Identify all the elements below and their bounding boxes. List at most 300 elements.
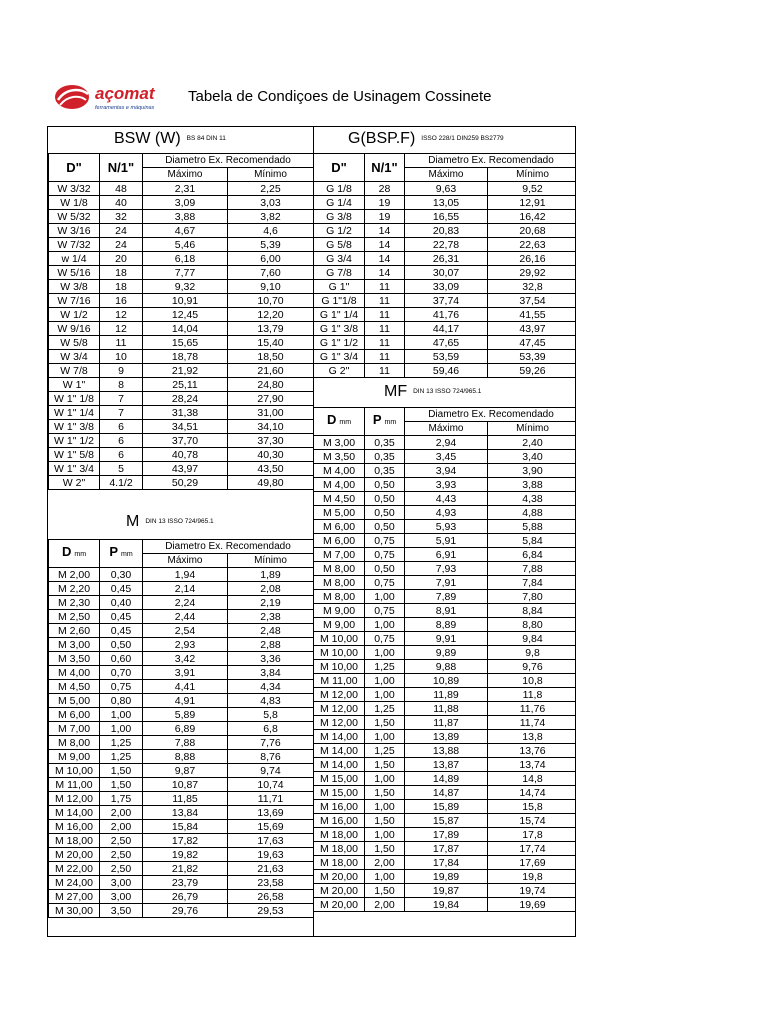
table-row bbox=[49, 890, 314, 904]
col-header-p-mm: P mm bbox=[365, 408, 405, 436]
cell-min: 6,84 bbox=[488, 548, 577, 562]
bsw-rows bbox=[49, 182, 314, 490]
cell-size: M 10,00 bbox=[314, 632, 365, 646]
cell-min: 8,84 bbox=[488, 604, 577, 618]
cell-size: M 15,00 bbox=[314, 786, 365, 800]
table-row bbox=[49, 820, 314, 834]
cell-size: W 7/8 bbox=[49, 364, 100, 378]
cell-max: 20,83 bbox=[405, 224, 488, 238]
cell-pitch: 14 bbox=[365, 266, 405, 280]
cell-size: M 12,00 bbox=[49, 792, 100, 806]
cell-size: M 4,50 bbox=[49, 680, 100, 694]
cell-pitch: 1,50 bbox=[100, 764, 143, 778]
cell-size: M 3,50 bbox=[49, 652, 100, 666]
cell-size: W 5/16 bbox=[49, 266, 100, 280]
cell-min: 17,74 bbox=[488, 842, 577, 856]
cell-pitch: 32 bbox=[100, 210, 143, 224]
table-row bbox=[314, 842, 577, 856]
cell-min: 14,8 bbox=[488, 772, 577, 786]
cell-max: 14,89 bbox=[405, 772, 488, 786]
cell-pitch: 0,30 bbox=[100, 568, 143, 582]
cell-pitch: 14 bbox=[365, 252, 405, 266]
table-row bbox=[314, 464, 577, 478]
cell-max: 3,42 bbox=[143, 652, 228, 666]
cell-max: 31,38 bbox=[143, 406, 228, 420]
cell-size: G 1" 3/4 bbox=[314, 350, 365, 364]
cell-pitch: 0,80 bbox=[100, 694, 143, 708]
cell-pitch: 0,75 bbox=[365, 576, 405, 590]
table-row bbox=[49, 722, 314, 736]
table-row bbox=[49, 624, 314, 638]
cell-min: 3,90 bbox=[488, 464, 577, 478]
cell-max: 44,17 bbox=[405, 322, 488, 336]
cell-pitch: 16 bbox=[100, 294, 143, 308]
cell-max: 11,88 bbox=[405, 702, 488, 716]
cell-pitch: 9 bbox=[100, 364, 143, 378]
col-header-n: N/1" bbox=[365, 154, 405, 182]
cell-pitch: 0,50 bbox=[365, 478, 405, 492]
col-header-maximo: Máximo bbox=[405, 422, 488, 436]
table-row bbox=[314, 224, 577, 238]
table-row bbox=[49, 392, 314, 406]
cell-size: W 1" 1/4 bbox=[49, 406, 100, 420]
cell-max: 1,94 bbox=[143, 568, 228, 582]
cell-size: W 5/32 bbox=[49, 210, 100, 224]
m-table bbox=[48, 539, 314, 918]
cell-pitch: 1,50 bbox=[365, 786, 405, 800]
cell-size: M 11,00 bbox=[49, 778, 100, 792]
cell-size: M 8,00 bbox=[49, 736, 100, 750]
g-table bbox=[313, 153, 576, 378]
cell-size: M 2,20 bbox=[49, 582, 100, 596]
cell-size: G 7/8 bbox=[314, 266, 365, 280]
cell-min: 47,45 bbox=[488, 336, 577, 350]
mf-standard-subtitle: DIN 13 ISSO 724/965.1 bbox=[413, 388, 482, 396]
m-standard-subtitle: DIN 13 ISSO 724/965.1 bbox=[145, 518, 214, 526]
cell-max: 5,46 bbox=[143, 238, 228, 252]
cell-pitch: 1,75 bbox=[100, 792, 143, 806]
cell-size: W 3/4 bbox=[49, 350, 100, 364]
cell-pitch: 6 bbox=[100, 420, 143, 434]
cell-pitch: 2,50 bbox=[100, 862, 143, 876]
cell-pitch: 1,25 bbox=[100, 736, 143, 750]
cell-min: 31,00 bbox=[228, 406, 314, 420]
col-header-diametro: Diametro Ex. Recomendado bbox=[405, 154, 577, 168]
cell-min: 3,88 bbox=[488, 478, 577, 492]
cell-max: 30,07 bbox=[405, 266, 488, 280]
cell-size: M 8,00 bbox=[314, 562, 365, 576]
cell-min: 4,83 bbox=[228, 694, 314, 708]
cell-pitch: 0,75 bbox=[365, 604, 405, 618]
cell-max: 13,88 bbox=[405, 744, 488, 758]
cell-max: 50,29 bbox=[143, 476, 228, 490]
table-row bbox=[49, 862, 314, 876]
cell-max: 15,65 bbox=[143, 336, 228, 350]
table-row bbox=[314, 294, 577, 308]
cell-size: W 1" 1/2 bbox=[49, 434, 100, 448]
cell-pitch: 0,35 bbox=[365, 464, 405, 478]
cell-max: 10,87 bbox=[143, 778, 228, 792]
bsw-standard-subtitle: BS 84 DIN 11 bbox=[186, 135, 226, 143]
cell-size: w 1/4 bbox=[49, 252, 100, 266]
cell-pitch: 14 bbox=[365, 238, 405, 252]
table-row bbox=[314, 238, 577, 252]
table-row bbox=[314, 336, 577, 350]
table-row bbox=[314, 870, 577, 884]
g-standard-subtitle: ISSO 228/1 DIN259 BS2779 bbox=[421, 135, 504, 143]
cell-size: M 2,60 bbox=[49, 624, 100, 638]
cell-pitch: 1,00 bbox=[365, 688, 405, 702]
cell-pitch: 14 bbox=[365, 224, 405, 238]
col-header-maximo: Máximo bbox=[405, 168, 488, 182]
cell-max: 22,78 bbox=[405, 238, 488, 252]
col-header-d: D" bbox=[314, 154, 365, 182]
cell-max: 15,87 bbox=[405, 814, 488, 828]
cell-min: 4,34 bbox=[228, 680, 314, 694]
cell-size: M 15,00 bbox=[314, 772, 365, 786]
table-row bbox=[314, 884, 577, 898]
cell-pitch: 1,00 bbox=[100, 708, 143, 722]
cell-max: 18,78 bbox=[143, 350, 228, 364]
cell-min: 4,88 bbox=[488, 506, 577, 520]
cell-max: 17,82 bbox=[143, 834, 228, 848]
cell-size: M 7,00 bbox=[314, 548, 365, 562]
col-header-diametro: Diametro Ex. Recomendado bbox=[143, 154, 314, 168]
table-row bbox=[314, 632, 577, 646]
cell-pitch: 1,25 bbox=[365, 744, 405, 758]
cell-pitch: 1,00 bbox=[365, 870, 405, 884]
table-row bbox=[314, 308, 577, 322]
cell-size: G 1/8 bbox=[314, 182, 365, 196]
cell-size: W 5/8 bbox=[49, 336, 100, 350]
cell-size: M 6,00 bbox=[314, 534, 365, 548]
table-row bbox=[314, 856, 577, 870]
table-row bbox=[49, 294, 314, 308]
table-row bbox=[49, 568, 314, 582]
cell-pitch: 28 bbox=[365, 182, 405, 196]
cell-pitch: 19 bbox=[365, 196, 405, 210]
table-row bbox=[314, 604, 577, 618]
col-header-maximo: Máximo bbox=[143, 168, 228, 182]
table-row bbox=[314, 660, 577, 674]
table-row bbox=[49, 596, 314, 610]
cell-max: 15,89 bbox=[405, 800, 488, 814]
cell-size: M 12,00 bbox=[314, 688, 365, 702]
table-row bbox=[314, 520, 577, 534]
cell-size: M 2,00 bbox=[49, 568, 100, 582]
col-header-minimo: Mínimo bbox=[228, 168, 314, 182]
table-row bbox=[49, 582, 314, 596]
cell-min: 12,91 bbox=[488, 196, 577, 210]
cell-max: 37,70 bbox=[143, 434, 228, 448]
cell-min: 20,68 bbox=[488, 224, 577, 238]
cell-min: 10,70 bbox=[228, 294, 314, 308]
cell-pitch: 11 bbox=[365, 364, 405, 378]
cell-max: 34,51 bbox=[143, 420, 228, 434]
table-row bbox=[49, 666, 314, 680]
cell-size: M 3,00 bbox=[49, 638, 100, 652]
table-row bbox=[314, 576, 577, 590]
cell-pitch: 1,00 bbox=[365, 674, 405, 688]
cell-max: 17,84 bbox=[405, 856, 488, 870]
table-row bbox=[49, 750, 314, 764]
cell-min: 15,40 bbox=[228, 336, 314, 350]
cell-min: 21,63 bbox=[228, 862, 314, 876]
cell-pitch: 4.1/2 bbox=[100, 476, 143, 490]
cell-max: 59,46 bbox=[405, 364, 488, 378]
cell-pitch: 18 bbox=[100, 266, 143, 280]
cell-min: 29,53 bbox=[228, 904, 314, 918]
cell-min: 43,97 bbox=[488, 322, 577, 336]
table-row bbox=[314, 590, 577, 604]
table-row bbox=[49, 434, 314, 448]
cell-max: 2,44 bbox=[143, 610, 228, 624]
cell-size: W 3/16 bbox=[49, 224, 100, 238]
cell-max: 3,91 bbox=[143, 666, 228, 680]
cell-pitch: 1,50 bbox=[365, 884, 405, 898]
table-row bbox=[49, 778, 314, 792]
cell-size: W 1" 5/8 bbox=[49, 448, 100, 462]
cell-min: 37,30 bbox=[228, 434, 314, 448]
cell-pitch: 11 bbox=[365, 308, 405, 322]
table-row bbox=[49, 420, 314, 434]
table-row bbox=[314, 210, 577, 224]
cell-pitch: 1,00 bbox=[365, 800, 405, 814]
cell-max: 10,89 bbox=[405, 674, 488, 688]
table-row bbox=[49, 806, 314, 820]
cell-max: 9,32 bbox=[143, 280, 228, 294]
cell-pitch: 1,50 bbox=[100, 778, 143, 792]
table-row bbox=[314, 618, 577, 632]
cell-max: 7,88 bbox=[143, 736, 228, 750]
cell-min: 11,74 bbox=[488, 716, 577, 730]
cell-max: 9,91 bbox=[405, 632, 488, 646]
cell-pitch: 7 bbox=[100, 406, 143, 420]
cell-max: 12,45 bbox=[143, 308, 228, 322]
cell-pitch: 1,25 bbox=[365, 702, 405, 716]
cell-size: M 14,00 bbox=[314, 730, 365, 744]
svg-text:açomat: açomat bbox=[95, 84, 155, 103]
table-row bbox=[49, 308, 314, 322]
table-row bbox=[314, 814, 577, 828]
table-row bbox=[314, 898, 577, 912]
acomat-logo bbox=[52, 78, 170, 118]
cell-max: 21,92 bbox=[143, 364, 228, 378]
cell-pitch: 0,75 bbox=[100, 680, 143, 694]
cell-pitch: 40 bbox=[100, 196, 143, 210]
table-row bbox=[49, 280, 314, 294]
table-row bbox=[49, 876, 314, 890]
cell-min: 7,84 bbox=[488, 576, 577, 590]
cell-max: 37,74 bbox=[405, 294, 488, 308]
table-row bbox=[314, 716, 577, 730]
cell-size: M 9,00 bbox=[49, 750, 100, 764]
cell-max: 2,14 bbox=[143, 582, 228, 596]
table-row bbox=[314, 364, 577, 378]
table-row bbox=[49, 708, 314, 722]
cell-pitch: 1,00 bbox=[365, 590, 405, 604]
cell-size: M 4,00 bbox=[314, 478, 365, 492]
cell-size: M 14,00 bbox=[49, 806, 100, 820]
cell-size: W 1" 3/8 bbox=[49, 420, 100, 434]
cell-size: W 1" 1/8 bbox=[49, 392, 100, 406]
cell-min: 22,63 bbox=[488, 238, 577, 252]
cell-size: M 22,00 bbox=[49, 862, 100, 876]
cell-pitch: 0,45 bbox=[100, 624, 143, 638]
cell-min: 2,25 bbox=[228, 182, 314, 196]
cell-max: 15,84 bbox=[143, 820, 228, 834]
cell-size: M 9,00 bbox=[314, 618, 365, 632]
cell-pitch: 7 bbox=[100, 392, 143, 406]
cell-max: 3,93 bbox=[405, 478, 488, 492]
cell-min: 3,82 bbox=[228, 210, 314, 224]
table-row bbox=[49, 462, 314, 476]
cell-pitch: 0,50 bbox=[365, 562, 405, 576]
cell-min: 41,55 bbox=[488, 308, 577, 322]
cell-min: 9,8 bbox=[488, 646, 577, 660]
cell-max: 26,31 bbox=[405, 252, 488, 266]
cell-pitch: 11 bbox=[365, 280, 405, 294]
cell-pitch: 0,35 bbox=[365, 450, 405, 464]
table-row bbox=[49, 350, 314, 364]
cell-min: 3,84 bbox=[228, 666, 314, 680]
cell-max: 4,93 bbox=[405, 506, 488, 520]
table-row bbox=[49, 406, 314, 420]
cell-pitch: 1,00 bbox=[365, 828, 405, 842]
cell-pitch: 0,45 bbox=[100, 582, 143, 596]
table-row bbox=[314, 266, 577, 280]
cell-max: 9,88 bbox=[405, 660, 488, 674]
table-row bbox=[314, 252, 577, 266]
threading-table-sheet bbox=[47, 126, 576, 937]
cell-min: 11,76 bbox=[488, 702, 577, 716]
cell-pitch: 0,50 bbox=[365, 492, 405, 506]
table-row bbox=[49, 182, 314, 196]
cell-pitch: 6 bbox=[100, 434, 143, 448]
cell-max: 8,91 bbox=[405, 604, 488, 618]
cell-min: 9,10 bbox=[228, 280, 314, 294]
cell-size: G 5/8 bbox=[314, 238, 365, 252]
cell-min: 9,84 bbox=[488, 632, 577, 646]
cell-pitch: 0,50 bbox=[100, 638, 143, 652]
cell-max: 3,09 bbox=[143, 196, 228, 210]
cell-max: 40,78 bbox=[143, 448, 228, 462]
cell-pitch: 0,75 bbox=[365, 548, 405, 562]
table-row bbox=[49, 378, 314, 392]
cell-size: M 8,00 bbox=[314, 590, 365, 604]
cell-pitch: 11 bbox=[365, 294, 405, 308]
cell-min: 32,8 bbox=[488, 280, 577, 294]
cell-pitch: 0,50 bbox=[365, 506, 405, 520]
cell-size: W 1/8 bbox=[49, 196, 100, 210]
cell-min: 2,19 bbox=[228, 596, 314, 610]
cell-min: 13,76 bbox=[488, 744, 577, 758]
mf-section-title bbox=[384, 383, 481, 401]
cell-size: M 16,00 bbox=[314, 814, 365, 828]
cell-min: 7,76 bbox=[228, 736, 314, 750]
cell-pitch: 1,50 bbox=[365, 842, 405, 856]
cell-pitch: 1,50 bbox=[365, 716, 405, 730]
cell-max: 7,77 bbox=[143, 266, 228, 280]
cell-pitch: 11 bbox=[365, 336, 405, 350]
cell-max: 7,91 bbox=[405, 576, 488, 590]
table-row bbox=[49, 364, 314, 378]
table-row bbox=[49, 638, 314, 652]
mf-title-text: MF bbox=[384, 383, 408, 400]
cell-pitch: 2,00 bbox=[365, 856, 405, 870]
cell-max: 11,85 bbox=[143, 792, 228, 806]
cell-min: 7,80 bbox=[488, 590, 577, 604]
table-row bbox=[49, 238, 314, 252]
cell-min: 24,80 bbox=[228, 378, 314, 392]
table-row bbox=[49, 694, 314, 708]
cell-min: 43,50 bbox=[228, 462, 314, 476]
cell-size: G 3/8 bbox=[314, 210, 365, 224]
table-row bbox=[314, 280, 577, 294]
cell-pitch: 2,00 bbox=[100, 806, 143, 820]
cell-pitch: 0,75 bbox=[365, 534, 405, 548]
cell-max: 4,41 bbox=[143, 680, 228, 694]
g-section-title bbox=[348, 130, 504, 148]
cell-size: G 2" bbox=[314, 364, 365, 378]
cell-size: M 16,00 bbox=[314, 800, 365, 814]
col-header-minimo: Mínimo bbox=[488, 422, 577, 436]
cell-max: 26,79 bbox=[143, 890, 228, 904]
cell-min: 2,38 bbox=[228, 610, 314, 624]
cell-max: 13,87 bbox=[405, 758, 488, 772]
document-title: Tabela de Condiçoes de Usinagem Cossinete bbox=[188, 88, 492, 105]
cell-max: 4,43 bbox=[405, 492, 488, 506]
table-row bbox=[49, 652, 314, 666]
m-rows bbox=[49, 568, 314, 918]
g-rows bbox=[314, 182, 577, 378]
table-row bbox=[49, 904, 314, 918]
col-header-d-mm: D mm bbox=[49, 540, 100, 568]
table-row bbox=[49, 196, 314, 210]
table-row bbox=[314, 436, 577, 450]
cell-size: M 14,00 bbox=[314, 758, 365, 772]
cell-min: 5,88 bbox=[488, 520, 577, 534]
table-row bbox=[314, 786, 577, 800]
cell-max: 13,84 bbox=[143, 806, 228, 820]
table-row bbox=[49, 834, 314, 848]
cell-max: 2,54 bbox=[143, 624, 228, 638]
cell-pitch: 1,00 bbox=[365, 646, 405, 660]
cell-min: 18,50 bbox=[228, 350, 314, 364]
cell-max: 2,31 bbox=[143, 182, 228, 196]
cell-size: M 3,50 bbox=[314, 450, 365, 464]
table-row bbox=[49, 322, 314, 336]
cell-pitch: 11 bbox=[100, 336, 143, 350]
cell-pitch: 0,75 bbox=[365, 632, 405, 646]
cell-pitch: 5 bbox=[100, 462, 143, 476]
cell-size: M 18,00 bbox=[49, 834, 100, 848]
cell-min: 9,74 bbox=[228, 764, 314, 778]
cell-size: G 3/4 bbox=[314, 252, 365, 266]
cell-size: W 1" 3/4 bbox=[49, 462, 100, 476]
cell-max: 17,87 bbox=[405, 842, 488, 856]
cell-size: W 7/16 bbox=[49, 294, 100, 308]
cell-max: 3,88 bbox=[143, 210, 228, 224]
table-row bbox=[314, 744, 577, 758]
table-row bbox=[314, 800, 577, 814]
svg-text:ferramentas e máquinas: ferramentas e máquinas bbox=[95, 105, 155, 111]
cell-size: M 27,00 bbox=[49, 890, 100, 904]
cell-size: M 7,00 bbox=[49, 722, 100, 736]
cell-size: W 1/2 bbox=[49, 308, 100, 322]
cell-size: M 12,00 bbox=[314, 702, 365, 716]
cell-pitch: 2,00 bbox=[100, 820, 143, 834]
